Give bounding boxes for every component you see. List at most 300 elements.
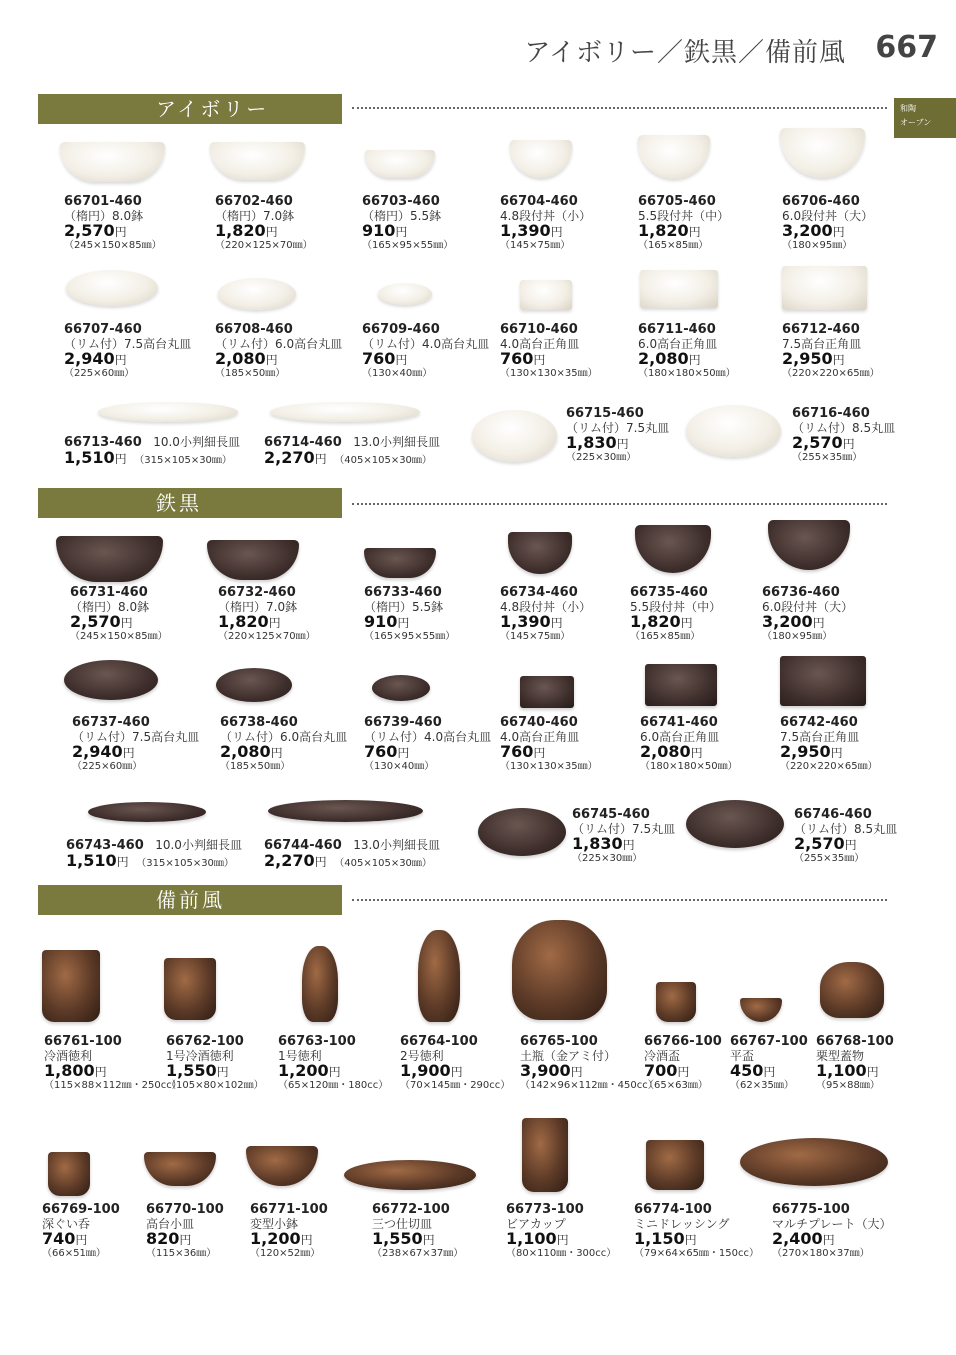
product-price: 1,100 bbox=[816, 1061, 867, 1080]
yen-mark: 円 bbox=[395, 353, 408, 367]
product-item bbox=[782, 195, 873, 253]
product-code: 66705-460 bbox=[638, 194, 716, 209]
product-image bbox=[635, 525, 711, 573]
product-name: （リム付）6.0高台丸皿 bbox=[215, 337, 343, 351]
product-code: 66774-100 bbox=[634, 1202, 712, 1217]
product-size: （115×88×112㎜・250cc） bbox=[44, 1080, 182, 1091]
product-price: 760 bbox=[362, 349, 396, 368]
product-code: 66711-460 bbox=[638, 322, 716, 337]
side-tab-line2: オーブン bbox=[900, 118, 932, 127]
yen-mark: 円 bbox=[677, 1065, 690, 1079]
product-price: 1,900 bbox=[400, 1061, 451, 1080]
product-item bbox=[264, 838, 440, 871]
yen-mark: 円 bbox=[216, 1065, 229, 1079]
yen-mark: 円 bbox=[616, 437, 629, 451]
product-image bbox=[218, 278, 296, 310]
product-price: 2,270 bbox=[264, 448, 315, 467]
yen-mark: 円 bbox=[314, 855, 327, 869]
product-image bbox=[780, 656, 866, 706]
product-image bbox=[144, 1152, 216, 1186]
product-name: 冷酒徳利 bbox=[44, 1049, 93, 1063]
product-code: 66734-460 bbox=[500, 585, 578, 600]
yen-mark: 円 bbox=[114, 353, 127, 367]
product-item bbox=[215, 323, 342, 381]
product-code: 66731-460 bbox=[70, 585, 148, 600]
product-name: 変型小鉢 bbox=[250, 1217, 299, 1231]
product-image bbox=[216, 668, 292, 702]
product-image bbox=[268, 800, 423, 822]
yen-mark: 円 bbox=[122, 746, 135, 760]
product-code: 66704-460 bbox=[500, 194, 578, 209]
product-name: 6.0段付丼（大） bbox=[782, 209, 874, 223]
product-item bbox=[42, 1203, 120, 1261]
product-price: 2,570 bbox=[64, 221, 115, 240]
product-size: （180×180×50㎜） bbox=[638, 368, 736, 379]
product-item bbox=[44, 1035, 182, 1093]
yen-mark: 円 bbox=[842, 437, 855, 451]
product-image bbox=[686, 405, 781, 457]
product-image bbox=[520, 676, 574, 708]
product-size: （145×75㎜） bbox=[500, 631, 571, 642]
product-name: 冷酒盃 bbox=[644, 1049, 681, 1063]
product-size: （225×30㎜） bbox=[572, 853, 643, 864]
product-item bbox=[70, 586, 168, 644]
product-name: 10.0小判細長皿 bbox=[153, 435, 240, 449]
product-code: 66771-100 bbox=[250, 1202, 328, 1217]
product-size: （238×67×37㎜） bbox=[372, 1248, 464, 1259]
yen-mark: 円 bbox=[570, 1065, 583, 1079]
product-code: 66716-460 bbox=[792, 406, 870, 421]
product-code: 66707-460 bbox=[64, 322, 142, 337]
product-code: 66766-100 bbox=[644, 1034, 722, 1049]
product-name: （楕円）7.0鉢 bbox=[218, 600, 298, 614]
product-size: （120×52㎜） bbox=[250, 1248, 321, 1259]
product-image bbox=[522, 1118, 568, 1192]
product-price: 700 bbox=[644, 1061, 678, 1080]
product-image bbox=[60, 142, 165, 182]
product-price: 3,200 bbox=[762, 612, 813, 631]
yen-mark: 円 bbox=[688, 225, 701, 239]
product-price: 1,820 bbox=[638, 221, 689, 240]
product-item bbox=[72, 716, 199, 774]
product-item bbox=[638, 323, 736, 381]
yen-mark: 円 bbox=[550, 616, 563, 630]
product-size: （225×60㎜） bbox=[64, 368, 135, 379]
product-size: （165×95×55㎜） bbox=[362, 240, 454, 251]
product-name: （リム付）7.5丸皿 bbox=[572, 822, 676, 836]
product-name: 平盃 bbox=[730, 1049, 755, 1063]
yen-mark: 円 bbox=[680, 616, 693, 630]
product-image bbox=[478, 808, 566, 856]
product-size: （115×36㎜） bbox=[146, 1248, 217, 1259]
yen-mark: 円 bbox=[684, 1233, 697, 1247]
product-size: （165×85㎜） bbox=[638, 240, 709, 251]
product-price: 1,550 bbox=[166, 1061, 217, 1080]
product-name: （楕円）7.0鉢 bbox=[215, 209, 295, 223]
product-code: 66769-100 bbox=[42, 1202, 120, 1217]
yen-mark: 円 bbox=[75, 1233, 88, 1247]
product-name: （リム付）8.5丸皿 bbox=[792, 421, 896, 435]
product-name: 5.5段付丼（中） bbox=[630, 600, 722, 614]
product-code: 66740-460 bbox=[500, 715, 578, 730]
product-code: 66708-460 bbox=[215, 322, 293, 337]
product-image bbox=[365, 150, 435, 178]
product-price: 2,570 bbox=[70, 612, 121, 631]
yen-mark: 円 bbox=[556, 1233, 569, 1247]
product-image bbox=[378, 283, 432, 305]
product-item bbox=[278, 1035, 388, 1093]
product-item bbox=[730, 1035, 808, 1093]
product-size: （70×145㎜・290cc） bbox=[400, 1080, 511, 1091]
divider bbox=[352, 503, 887, 505]
product-size: （80×110㎜・300cc） bbox=[506, 1248, 617, 1259]
product-price: 2,570 bbox=[794, 834, 845, 853]
product-name: 6.0段付丼（大） bbox=[762, 600, 854, 614]
product-size: （180×180×50㎜） bbox=[640, 761, 738, 772]
product-item bbox=[780, 716, 878, 774]
product-price: 1,200 bbox=[250, 1229, 301, 1248]
product-size: （220×220×65㎜） bbox=[780, 761, 878, 772]
product-name: 7.5高台正角皿 bbox=[780, 730, 860, 744]
side-tab-line1: 和陶 bbox=[900, 104, 916, 113]
product-name: 4.0高台正角皿 bbox=[500, 337, 580, 351]
yen-mark: 円 bbox=[265, 353, 278, 367]
yen-mark: 円 bbox=[314, 452, 327, 466]
product-code: 66739-460 bbox=[364, 715, 442, 730]
yen-mark: 円 bbox=[397, 616, 410, 630]
product-name: 4.8段付丼（小） bbox=[500, 209, 592, 223]
product-size: （255×35㎜） bbox=[794, 853, 865, 864]
product-item bbox=[215, 195, 313, 253]
product-image bbox=[645, 664, 717, 706]
product-size: （220×220×65㎜） bbox=[782, 368, 880, 379]
yen-mark: 円 bbox=[832, 225, 845, 239]
product-code: 66701-460 bbox=[64, 194, 142, 209]
product-item bbox=[264, 435, 440, 468]
product-image bbox=[640, 270, 718, 308]
product-name: 2号徳利 bbox=[400, 1049, 444, 1063]
yen-mark: 円 bbox=[114, 452, 127, 466]
product-image bbox=[646, 1140, 704, 1190]
yen-mark: 円 bbox=[822, 1233, 835, 1247]
product-code: 66710-460 bbox=[500, 322, 578, 337]
product-price: 820 bbox=[146, 1229, 180, 1248]
product-name: （リム付）4.0高台丸皿 bbox=[364, 730, 492, 744]
product-price: 1,820 bbox=[218, 612, 269, 631]
product-image bbox=[510, 140, 572, 178]
product-code: 66763-100 bbox=[278, 1034, 356, 1049]
product-item bbox=[64, 435, 240, 468]
product-size: （245×150×85㎜） bbox=[70, 631, 168, 642]
product-image bbox=[88, 802, 206, 822]
product-item bbox=[364, 586, 455, 644]
product-image bbox=[782, 266, 867, 310]
yen-mark: 円 bbox=[763, 1065, 776, 1079]
product-code: 66702-460 bbox=[215, 194, 293, 209]
page-title: アイボリー／鉄黒／備前風 bbox=[524, 38, 846, 68]
product-name: （楕円）5.5鉢 bbox=[362, 209, 442, 223]
product-size: （225×30㎜） bbox=[566, 452, 637, 463]
product-price: 2,080 bbox=[640, 742, 691, 761]
product-image bbox=[740, 998, 782, 1022]
product-item bbox=[816, 1035, 894, 1093]
product-price: 1,510 bbox=[66, 851, 117, 870]
product-name: 1号冷酒徳利 bbox=[166, 1049, 234, 1063]
product-size: （145×75㎜） bbox=[500, 240, 571, 251]
product-name: 6.0高台正角皿 bbox=[638, 337, 718, 351]
product-code: 66706-460 bbox=[782, 194, 860, 209]
product-item bbox=[372, 1203, 463, 1261]
product-price: 1,150 bbox=[634, 1229, 685, 1248]
product-item bbox=[572, 808, 675, 866]
product-size: （130×130×35㎜） bbox=[500, 761, 598, 772]
product-price: 1,390 bbox=[500, 612, 551, 631]
product-code: 66764-100 bbox=[400, 1034, 478, 1049]
product-price: 2,400 bbox=[772, 1229, 823, 1248]
yen-mark: 円 bbox=[844, 838, 857, 852]
product-image bbox=[508, 532, 572, 574]
product-code: 66732-460 bbox=[218, 585, 296, 600]
section-header-ivory: アイボリー bbox=[38, 94, 342, 124]
product-code: 66714-460 bbox=[264, 435, 342, 450]
product-price: 1,820 bbox=[630, 612, 681, 631]
yen-mark: 円 bbox=[120, 616, 133, 630]
product-image bbox=[164, 958, 216, 1020]
product-name: 5.5段付丼（中） bbox=[638, 209, 730, 223]
product-size: （130×40㎜） bbox=[364, 761, 435, 772]
yen-mark: 円 bbox=[116, 855, 129, 869]
yen-mark: 円 bbox=[550, 225, 563, 239]
product-name: 1号徳利 bbox=[278, 1049, 322, 1063]
product-code: 66713-460 bbox=[64, 435, 142, 450]
product-size: （245×150×85㎜） bbox=[64, 240, 162, 251]
product-size: （315×105×30㎜） bbox=[134, 455, 232, 466]
product-code: 66775-100 bbox=[772, 1202, 850, 1217]
product-size: （405×105×30㎜） bbox=[334, 455, 432, 466]
product-price: 1,100 bbox=[506, 1229, 557, 1248]
product-item bbox=[250, 1203, 328, 1261]
section-header-bizen: 備前風 bbox=[38, 885, 342, 915]
yen-mark: 円 bbox=[832, 353, 845, 367]
yen-mark: 円 bbox=[265, 225, 278, 239]
product-item bbox=[792, 407, 895, 465]
product-item bbox=[566, 407, 669, 465]
yen-mark: 円 bbox=[450, 1065, 463, 1079]
product-item bbox=[640, 716, 738, 774]
product-size: （79×64×65㎜・150cc） bbox=[634, 1248, 760, 1259]
product-name: マルチプレート（大） bbox=[772, 1217, 892, 1231]
product-price: 1,390 bbox=[500, 221, 551, 240]
product-price: 2,940 bbox=[64, 349, 115, 368]
yen-mark: 円 bbox=[395, 225, 408, 239]
product-price: 1,550 bbox=[372, 1229, 423, 1248]
product-price: 760 bbox=[364, 742, 398, 761]
product-price: 2,950 bbox=[782, 349, 833, 368]
product-size: （165×85㎜） bbox=[630, 631, 701, 642]
side-tab bbox=[894, 98, 956, 138]
product-size: （220×125×70㎜） bbox=[218, 631, 316, 642]
product-name: （楕円）8.0鉢 bbox=[70, 600, 150, 614]
product-size: （225×60㎜） bbox=[72, 761, 143, 772]
product-name: 高台小皿 bbox=[146, 1217, 195, 1231]
product-item bbox=[64, 195, 162, 253]
product-item bbox=[782, 323, 880, 381]
yen-mark: 円 bbox=[397, 746, 410, 760]
product-item bbox=[146, 1203, 224, 1261]
product-price: 760 bbox=[500, 349, 534, 368]
product-size: （65×120㎜・180cc） bbox=[278, 1080, 389, 1091]
product-code: 66773-100 bbox=[506, 1202, 584, 1217]
product-size: （180×95㎜） bbox=[762, 631, 833, 642]
product-price: 2,570 bbox=[792, 433, 843, 452]
product-price: 1,510 bbox=[64, 448, 115, 467]
product-name: 10.0小判細長皿 bbox=[155, 838, 242, 852]
product-code: 66712-460 bbox=[782, 322, 860, 337]
product-item bbox=[644, 1035, 722, 1093]
product-name: 4.0高台正角皿 bbox=[500, 730, 580, 744]
product-image bbox=[364, 548, 436, 578]
product-size: （180×95㎜） bbox=[782, 240, 853, 251]
product-image bbox=[48, 1152, 90, 1196]
product-image bbox=[372, 675, 430, 701]
yen-mark: 円 bbox=[622, 838, 635, 852]
product-price: 1,830 bbox=[566, 433, 617, 452]
product-name: 4.8段付丼（小） bbox=[500, 600, 592, 614]
product-item bbox=[506, 1203, 616, 1261]
product-image bbox=[98, 402, 238, 422]
product-price: 2,080 bbox=[215, 349, 266, 368]
yen-mark: 円 bbox=[866, 1065, 879, 1079]
yen-mark: 円 bbox=[812, 616, 825, 630]
product-item bbox=[500, 323, 598, 381]
product-price: 1,830 bbox=[572, 834, 623, 853]
section-header-iron: 鉄黒 bbox=[38, 488, 342, 518]
product-item bbox=[362, 323, 489, 381]
product-price: 1,820 bbox=[215, 221, 266, 240]
product-image bbox=[520, 280, 572, 310]
product-code: 66768-100 bbox=[816, 1034, 894, 1049]
product-name: （リム付）8.5丸皿 bbox=[794, 822, 898, 836]
product-size: （130×40㎜） bbox=[362, 368, 433, 379]
product-code: 66744-460 bbox=[264, 838, 342, 853]
divider bbox=[352, 107, 887, 109]
product-name: 13.0小判細長皿 bbox=[353, 435, 440, 449]
product-name: （リム付）7.5高台丸皿 bbox=[64, 337, 192, 351]
product-code: 66709-460 bbox=[362, 322, 440, 337]
product-price: 3,900 bbox=[520, 1061, 571, 1080]
product-item bbox=[520, 1035, 658, 1093]
product-item bbox=[218, 586, 316, 644]
product-code: 66733-460 bbox=[364, 585, 442, 600]
product-image bbox=[210, 142, 305, 180]
product-code: 66767-100 bbox=[730, 1034, 808, 1049]
product-code: 66761-100 bbox=[44, 1034, 122, 1049]
product-image bbox=[686, 800, 784, 848]
product-item bbox=[638, 195, 729, 253]
product-image bbox=[42, 950, 100, 1022]
product-item bbox=[500, 586, 591, 644]
product-name: 7.5高台正角皿 bbox=[782, 337, 862, 351]
product-size: （255×35㎜） bbox=[792, 452, 863, 463]
yen-mark: 円 bbox=[533, 353, 546, 367]
product-item bbox=[64, 323, 191, 381]
product-size: （405×105×30㎜） bbox=[334, 858, 432, 869]
product-item bbox=[362, 195, 453, 253]
product-price: 1,800 bbox=[44, 1061, 95, 1080]
product-image bbox=[768, 520, 850, 570]
product-image bbox=[780, 128, 865, 178]
product-name: 栗型蓋物 bbox=[816, 1049, 865, 1063]
product-item bbox=[500, 716, 598, 774]
product-size: （66×51㎜） bbox=[42, 1248, 106, 1259]
product-name: （リム付）6.0高台丸皿 bbox=[220, 730, 348, 744]
product-size: （315×105×30㎜） bbox=[136, 858, 234, 869]
product-name: 深ぐい呑 bbox=[42, 1217, 91, 1231]
product-size: （95×88㎜） bbox=[816, 1080, 880, 1091]
product-image bbox=[246, 1146, 318, 1186]
product-item bbox=[772, 1203, 892, 1261]
product-image bbox=[56, 536, 163, 582]
product-price: 760 bbox=[500, 742, 534, 761]
product-code: 66762-100 bbox=[166, 1034, 244, 1049]
product-code: 66745-460 bbox=[572, 807, 650, 822]
yen-mark: 円 bbox=[688, 353, 701, 367]
product-image bbox=[64, 660, 158, 700]
product-image bbox=[472, 410, 557, 462]
product-code: 66772-100 bbox=[372, 1202, 450, 1217]
product-name: 6.0高台正角皿 bbox=[640, 730, 720, 744]
product-item bbox=[66, 838, 242, 871]
product-price: 2,950 bbox=[780, 742, 831, 761]
page-number: 667 bbox=[875, 30, 938, 65]
yen-mark: 円 bbox=[328, 1065, 341, 1079]
yen-mark: 円 bbox=[300, 1233, 313, 1247]
product-code: 66715-460 bbox=[566, 406, 644, 421]
yen-mark: 円 bbox=[268, 616, 281, 630]
product-image bbox=[656, 982, 696, 1022]
product-code: 66735-460 bbox=[630, 585, 708, 600]
product-item bbox=[762, 586, 853, 644]
product-item bbox=[364, 716, 491, 774]
product-code: 66743-460 bbox=[66, 838, 144, 853]
product-size: （185×50㎜） bbox=[215, 368, 286, 379]
product-image bbox=[302, 946, 338, 1022]
product-price: 2,940 bbox=[72, 742, 123, 761]
yen-mark: 円 bbox=[270, 746, 283, 760]
product-name: 土瓶（金アミ付） bbox=[520, 1049, 617, 1063]
yen-mark: 円 bbox=[830, 746, 843, 760]
product-image bbox=[638, 135, 710, 179]
product-code: 66742-460 bbox=[780, 715, 858, 730]
product-code: 66741-460 bbox=[640, 715, 718, 730]
product-image bbox=[66, 270, 158, 306]
product-name: ビアカップ bbox=[506, 1217, 566, 1231]
product-price: 910 bbox=[362, 221, 396, 240]
product-code: 66770-100 bbox=[146, 1202, 224, 1217]
product-item bbox=[794, 808, 897, 866]
product-item bbox=[500, 195, 591, 253]
product-name: （リム付）4.0高台丸皿 bbox=[362, 337, 490, 351]
product-price: 2,080 bbox=[638, 349, 689, 368]
product-item bbox=[630, 586, 721, 644]
product-code: 66738-460 bbox=[220, 715, 298, 730]
product-code: 66746-460 bbox=[794, 807, 872, 822]
divider bbox=[352, 899, 887, 901]
yen-mark: 円 bbox=[422, 1233, 435, 1247]
product-size: （220×125×70㎜） bbox=[215, 240, 313, 251]
product-price: 450 bbox=[730, 1061, 764, 1080]
product-name: （リム付）7.5丸皿 bbox=[566, 421, 670, 435]
